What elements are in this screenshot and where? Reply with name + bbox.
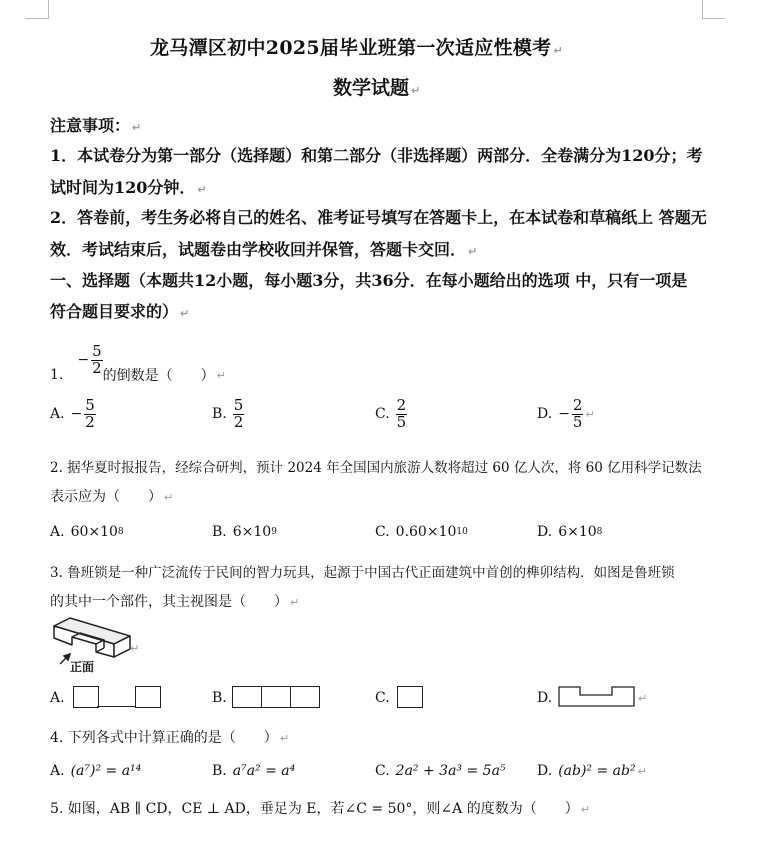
return-mark: ↵ (637, 764, 647, 778)
option-label: C. (375, 690, 390, 706)
question-4-option-d[interactable] (537, 763, 647, 779)
option-exponent: 9 (271, 527, 277, 537)
question-4-option-c[interactable] (375, 763, 506, 779)
option-fraction (84, 398, 96, 431)
page-title-text: 龙马潭区初中2025届毕业班第一次适应性模考 (150, 37, 552, 59)
question-3-line-2 (50, 591, 299, 611)
return-mark: ↵ (216, 368, 226, 382)
question-4-text: 4. 下列各式中计算正确的是（ ） (50, 730, 278, 746)
option-label: D. (537, 690, 553, 706)
question-2-line-2 (50, 486, 173, 506)
notice-item-2-line-2 (50, 237, 477, 260)
question-3-option-a[interactable] (50, 690, 71, 706)
option-sign: − (558, 406, 570, 423)
return-mark: ↵ (130, 642, 140, 655)
section-heading-line-1: 一、选择题（本题共12小题，每小题3分，共36分．在每小题给出的选项 中，只有一项是 (50, 271, 688, 290)
figure-front-label: 正面 (70, 660, 95, 674)
option-fraction (396, 398, 408, 431)
option-b-front-view[interactable] (232, 686, 322, 708)
question-1-text: 的倒数是（ ） (102, 368, 215, 384)
notice-item-1-line-2 (50, 175, 207, 198)
question-3-line-1: 3. 鲁班锁是一种广泛流传于民间的智力玩具，起源于中国古代正面建筑中首创的榫卯结构．如图是鲁班锁 (50, 565, 675, 581)
option-expression: 2a² + 3a³ = 5a⁵ (395, 763, 506, 779)
option-d-drawing (558, 686, 638, 708)
question-3-option-d[interactable] (537, 690, 558, 706)
option-numerator: 2 (396, 396, 407, 414)
return-mark: ↵ (279, 732, 290, 745)
question-1-option-a[interactable] (50, 398, 96, 431)
notice-item-1-line-1: 1．本试卷分为第一部分（选择题）和第二部分（非选择题）两部分．全卷满分为120分；考 (50, 146, 703, 165)
view-outer-rect (232, 686, 320, 708)
view-right-block (135, 686, 161, 708)
option-expression: (a⁷)² = a¹⁴ (70, 763, 142, 779)
option-label: D. (537, 763, 553, 779)
notice-heading-text: 注意事项： (50, 116, 131, 135)
notice-item-1-line-2-text: 试时间为120分钟． (50, 178, 196, 197)
option-label: A. (50, 406, 65, 423)
option-label: B. (212, 524, 227, 540)
return-mark: ↵ (132, 121, 142, 134)
question-2-line-2-text: 表示应为（ ） (50, 489, 162, 505)
option-numerator: 5 (233, 396, 244, 414)
option-base: 0.60×10 (395, 524, 457, 540)
option-label: A. (50, 763, 65, 779)
option-label: A. (50, 524, 65, 540)
option-d-front-view[interactable] (558, 686, 638, 708)
question-1-fraction-numerator: 5 (92, 341, 102, 360)
view-bottom-line (97, 706, 135, 707)
option-c-front-view[interactable] (397, 686, 423, 708)
question-1-option-d[interactable] (537, 398, 595, 431)
question-3-option-c[interactable] (375, 690, 396, 706)
option-denominator: 5 (396, 412, 407, 431)
corner-mark-right (702, 0, 725, 19)
option-expression: (ab)² = ab² (558, 763, 636, 779)
option-base: 6×10 (558, 524, 597, 540)
return-mark: ↵ (585, 407, 595, 421)
question-2-option-d[interactable] (537, 524, 602, 540)
section-heading-line-2-text: 符合题目要求的） (50, 302, 179, 321)
option-exponent: 8 (117, 527, 124, 537)
question-5-text: 5. 如图，AB ∥ CD，CE ⊥ AD，垂足为 E，若∠C = 50°，则∠A 的度数为（ ） (50, 801, 579, 817)
question-1 (50, 335, 226, 385)
option-label: B. (212, 406, 227, 423)
option-base: 6×10 (232, 524, 272, 540)
option-numerator: 5 (85, 396, 95, 414)
question-1-option-b[interactable] (212, 398, 244, 431)
option-label: C. (375, 406, 390, 423)
option-a-front-view[interactable] (73, 686, 161, 708)
question-1-fraction-sign: − (77, 352, 90, 368)
page-title (150, 33, 563, 60)
option-denominator: 2 (233, 412, 244, 431)
corner-mark-left (26, 0, 49, 19)
return-mark: ↵ (553, 44, 564, 57)
question-3-option-b[interactable] (212, 690, 233, 706)
option-label: B. (212, 690, 227, 706)
option-exponent: 8 (596, 527, 603, 537)
option-label: A. (50, 690, 65, 706)
option-fraction (572, 398, 584, 431)
section-heading-line-2 (50, 299, 189, 322)
question-2-option-c[interactable] (375, 524, 468, 540)
option-label: C. (375, 524, 390, 540)
return-mark: ↵ (290, 596, 300, 609)
view-divider-1 (261, 686, 262, 708)
option-denominator: 2 (85, 412, 95, 431)
question-4-option-b[interactable] (212, 763, 295, 779)
option-base: 60×10 (70, 524, 118, 540)
option-label: D. (537, 524, 553, 540)
question-1-fraction-denominator: 2 (92, 358, 102, 377)
question-2-line-1: 2. 据华夏时报报告，经综合研判，预计 2024 年全国国内旅游人数将超过 60 亿人次，将 60 亿用科学记数法 (50, 460, 702, 476)
view-divider-2 (290, 686, 291, 708)
option-label: B. (212, 763, 227, 779)
return-mark: ↵ (164, 491, 174, 504)
question-4-option-a[interactable] (50, 763, 141, 779)
question-1-option-c[interactable] (375, 398, 407, 431)
question-1-fraction-body (91, 341, 103, 377)
return-mark: ↵ (580, 803, 590, 816)
return-mark: ↵ (180, 307, 190, 320)
question-2-option-a[interactable] (50, 524, 124, 540)
option-exponent: 10 (456, 527, 468, 537)
question-5 (50, 798, 590, 818)
option-denominator: 5 (572, 412, 583, 431)
question-1-fraction (77, 341, 102, 377)
notice-item-2-line-2-text: 效．考试结束后，试题卷由学校收回并保管，答题卡交回． (50, 240, 467, 259)
question-1-number: 1. (50, 367, 64, 383)
page-subtitle-text: 数学试题 (333, 77, 410, 99)
notice-heading (50, 113, 141, 136)
option-numerator: 2 (572, 396, 583, 414)
option-fraction (233, 398, 245, 431)
return-mark: ↵ (638, 692, 648, 705)
return-mark: ↵ (468, 245, 478, 258)
return-mark: ↵ (197, 183, 207, 196)
page-subtitle (333, 73, 420, 100)
option-sign: − (70, 406, 83, 423)
return-mark: ↵ (411, 84, 421, 97)
notice-item-2-line-1: 2．答卷前，考生务必将自己的姓名、准考证号填写在答题卡上，在本试卷和草稿纸上 答题无 (50, 208, 707, 227)
option-expression: a⁷a² = a⁴ (232, 763, 296, 779)
option-label: D. (537, 406, 553, 423)
option-label: C. (375, 763, 390, 779)
question-3-line-2-text: 的其中一个部件，其主视图是（ ） (50, 594, 288, 610)
view-left-block (73, 686, 99, 708)
question-4 (50, 727, 289, 747)
question-2-option-b[interactable] (212, 524, 277, 540)
